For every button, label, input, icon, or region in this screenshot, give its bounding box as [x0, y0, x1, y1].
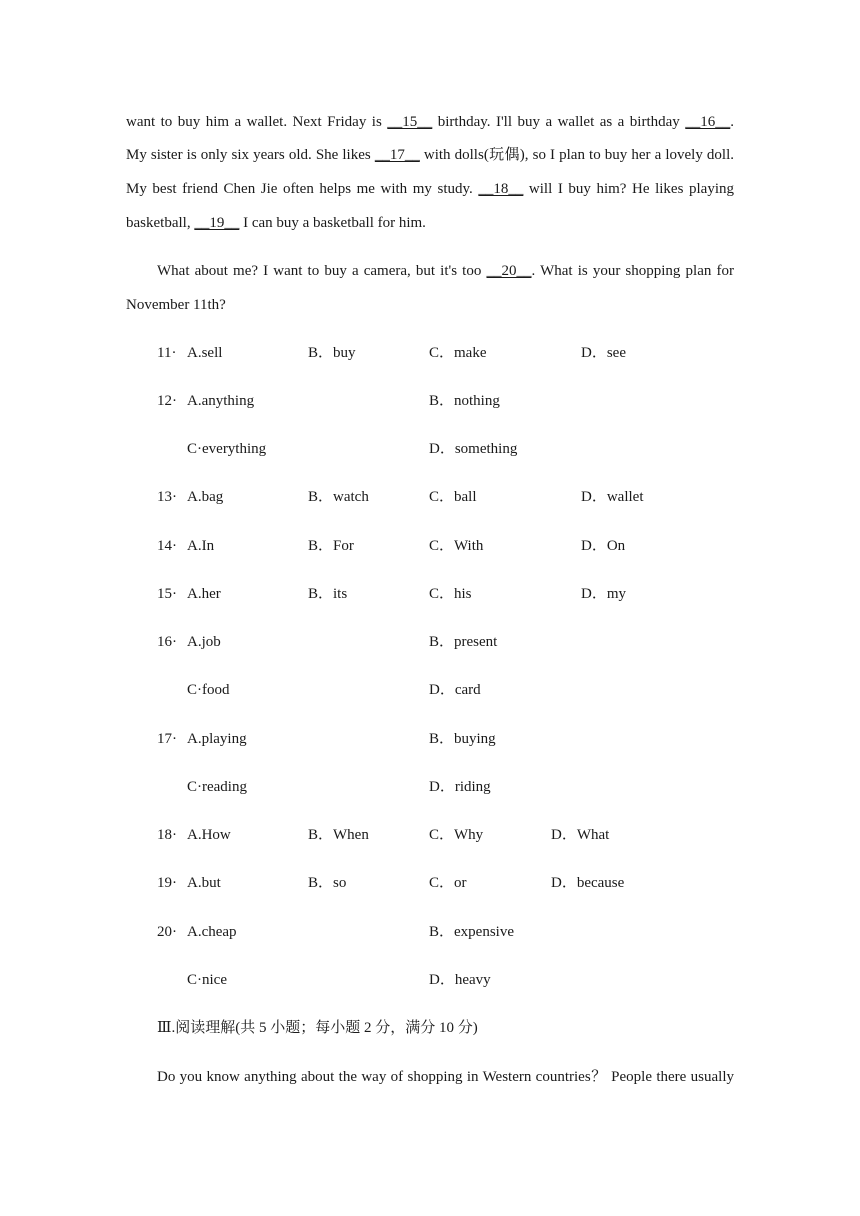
passage-line-5: What about me? I want to buy a camera, but it's too __20__. What is your shopping plan for [157, 263, 734, 279]
blank-15: __15__ [387, 114, 433, 130]
option-d: D．because [551, 875, 625, 891]
option-c: C．ball [429, 489, 477, 505]
option-a: A.How [187, 827, 231, 843]
passage-line-1: want to buy him a wallet. Next Friday is __15__ birthday. I'll buy a wallet as a birthday __16__. [126, 114, 735, 130]
option-c: C．make [429, 345, 487, 361]
option-a: A.playing [187, 731, 247, 747]
blank-18: __18__ [478, 181, 524, 197]
option-a: A.job [187, 634, 221, 650]
question-number: 12· [157, 393, 177, 409]
blank-19: __19__ [194, 215, 240, 231]
passage-line-3: My best friend Chen Jie often helps me with my study. __18__ will I buy him? He likes playing [126, 181, 734, 197]
option-c: C．Why [429, 827, 484, 843]
option-b: B．present [429, 634, 498, 650]
option-b: B．so [308, 875, 347, 891]
option-b: B．buying [429, 731, 496, 747]
option-b: B．watch [308, 489, 369, 505]
question-number: 18· [157, 827, 177, 843]
blank-20: __20__ [486, 263, 532, 279]
blank-16: __16__ [685, 114, 731, 130]
option-a: A.cheap [187, 924, 237, 940]
option-c: C·reading [187, 779, 247, 795]
question-number: 14· [157, 538, 177, 554]
option-d: D．On [581, 538, 626, 554]
option-b: B．expensive [429, 924, 514, 940]
question-number: 15· [157, 586, 177, 602]
passage-line-6: November 11th? [126, 297, 226, 313]
option-c: C．his [429, 586, 472, 602]
option-b: B．its [308, 586, 348, 602]
option-a: A.sell [187, 345, 223, 361]
option-c: C．or [429, 875, 467, 891]
option-c: C·nice [187, 972, 227, 988]
option-c: C·everything [187, 441, 267, 457]
option-b: B．When [308, 827, 369, 843]
option-d: D．card [429, 682, 481, 698]
question-number: 19· [157, 875, 177, 891]
question-number: 20· [157, 924, 177, 940]
option-a: A.bag [187, 489, 224, 505]
blank-17: __17__ [374, 147, 420, 163]
option-a: A.In [187, 538, 215, 554]
option-d: D．What [551, 827, 610, 843]
option-b: B．buy [308, 345, 356, 361]
option-a: A.her [187, 586, 221, 602]
option-d: D．riding [429, 779, 491, 795]
question-number: 16· [157, 634, 177, 650]
option-b: B．nothing [429, 393, 500, 409]
option-d: D．heavy [429, 972, 491, 988]
reading-passage-line-1: Do you know anything about the way of shopping in Western countries？ People there usually [157, 1069, 734, 1085]
option-b: B．For [308, 538, 354, 554]
question-number: 11· [157, 345, 177, 361]
question-number: 17· [157, 731, 177, 747]
option-c: C．With [429, 538, 484, 554]
option-c: C·food [187, 682, 230, 698]
option-d: D．something [429, 441, 518, 457]
option-a: A.but [187, 875, 221, 891]
option-d: D．see [581, 345, 626, 361]
section-heading: Ⅲ.阅读理解(共 5 小题；每小题 2 分，满分 10 分) [157, 1020, 478, 1036]
option-a: A.anything [187, 393, 255, 409]
question-number: 13· [157, 489, 177, 505]
passage-line-2: My sister is only six years old. She likes __17__ with dolls(玩偶), so I plan to buy her a lovely doll. [126, 147, 734, 163]
option-d: D．wallet [581, 489, 644, 505]
passage-line-4: basketball, __19__ I can buy a basketball for him. [126, 215, 426, 231]
option-d: D．my [581, 586, 627, 602]
